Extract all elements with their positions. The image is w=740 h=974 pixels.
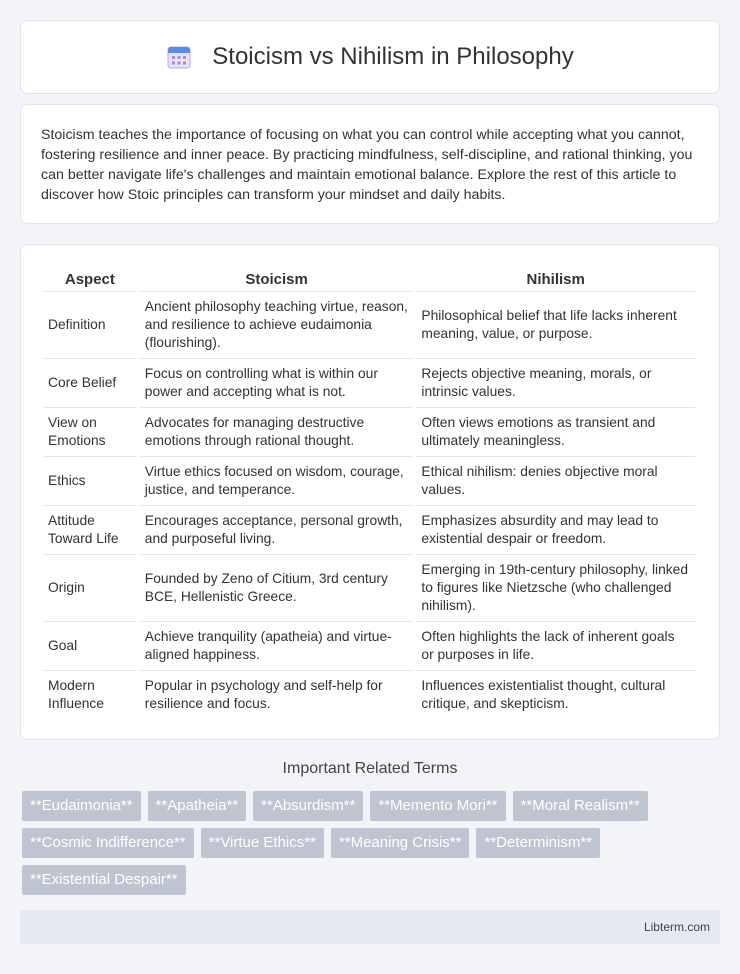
footer-site-link[interactable]: Libterm.com [643, 920, 710, 934]
row-stoicism: Ancient philosophy teaching virtue, reason, and resilience to achieve eudaimonia (flourishing). [140, 291, 414, 358]
row-nihilism: Emphasizes absurdity and may lead to existential despair or freedom. [416, 505, 695, 554]
row-stoicism: Popular in psychology and self-help for resilience and focus. [140, 670, 414, 719]
row-nihilism: Philosophical belief that life lacks inherent meaning, value, or purpose. [416, 291, 695, 358]
related-terms-title: Important Related Terms [282, 760, 458, 777]
related-terms-list [22, 791, 722, 895]
row-aspect: Modern Influence [43, 670, 137, 719]
table-header-row [43, 265, 695, 291]
row-nihilism: Ethical nihilism: denies objective moral values. [416, 456, 695, 505]
row-stoicism: Achieve tranquility (apatheia) and virtue-aligned happiness. [140, 621, 414, 670]
intro-card [20, 104, 720, 224]
term-tag-absurdism[interactable]: **Absurdism** [253, 791, 363, 821]
table-row [43, 291, 695, 358]
row-aspect: Core Belief [43, 358, 137, 407]
table-row [43, 554, 695, 621]
table-row [43, 505, 695, 554]
row-nihilism: Rejects objective meaning, morals, or intrinsic values. [416, 358, 695, 407]
term-tag-existential-despair[interactable]: **Existential Despair** [22, 865, 186, 895]
row-stoicism: Focus on controlling what is within our power and accepting what is not. [140, 358, 414, 407]
row-aspect: Origin [43, 554, 137, 621]
row-nihilism: Often views emotions as transient and ultimately meaningless. [416, 407, 695, 456]
table-row [43, 670, 695, 719]
column-header-aspect: Aspect [64, 270, 115, 288]
column-header-stoicism: Stoicism [245, 270, 308, 288]
table-row [43, 621, 695, 670]
row-aspect: Definition [43, 291, 137, 358]
row-stoicism: Founded by Zeno of Citium, 3rd century BCE, Hellenistic Greece. [140, 554, 414, 621]
row-nihilism: Emerging in 19th-century philosophy, linked to figures like Nietzsche (who challenged nihilism). [416, 554, 695, 621]
comparison-table [40, 265, 698, 719]
footer [20, 910, 720, 944]
term-tag-moral-realism[interactable]: **Moral Realism** [513, 791, 648, 821]
title-card [20, 20, 720, 94]
row-nihilism: Influences existentialist thought, cultural critique, and skepticism. [416, 670, 695, 719]
page-title: Stoicism vs Nihilism in Philosophy [212, 43, 574, 70]
row-aspect: Ethics [43, 456, 137, 505]
comparison-card [20, 244, 720, 740]
calendar-icon [166, 44, 192, 70]
table-row [43, 358, 695, 407]
table-row [43, 407, 695, 456]
intro-text: Stoicism teaches the importance of focusing on what you can control while accepting what you cannot, fostering resilience and inner peace. By practicing mindfulness, self-discipline, and rational thinking, you can better navigate life's challenges and maintain emotional balance. Explore the rest of this article to discover how Stoic principles can transform your mindset and daily habits. [41, 127, 693, 203]
term-tag-determinism[interactable]: **Determinism** [476, 828, 600, 858]
term-tag-eudaimonia[interactable]: **Eudaimonia** [22, 791, 141, 821]
table-row [43, 456, 695, 505]
row-aspect: View on Emotions [43, 407, 137, 456]
column-header-nihilism: Nihilism [526, 270, 585, 288]
term-tag-meaning-crisis[interactable]: **Meaning Crisis** [331, 828, 470, 858]
row-stoicism: Virtue ethics focused on wisdom, courage, justice, and temperance. [140, 456, 414, 505]
row-nihilism: Often highlights the lack of inherent goals or purposes in life. [416, 621, 695, 670]
term-tag-apatheia[interactable]: **Apatheia** [148, 791, 247, 821]
row-stoicism: Advocates for managing destructive emotions through rational thought. [140, 407, 414, 456]
row-aspect: Attitude Toward Life [43, 505, 137, 554]
term-tag-memento-mori[interactable]: **Memento Mori** [370, 791, 505, 821]
row-stoicism: Encourages acceptance, personal growth, and purposeful living. [140, 505, 414, 554]
row-aspect: Goal [43, 621, 137, 670]
term-tag-cosmic-indifference[interactable]: **Cosmic Indifference** [22, 828, 194, 858]
term-tag-virtue-ethics[interactable]: **Virtue Ethics** [201, 828, 324, 858]
